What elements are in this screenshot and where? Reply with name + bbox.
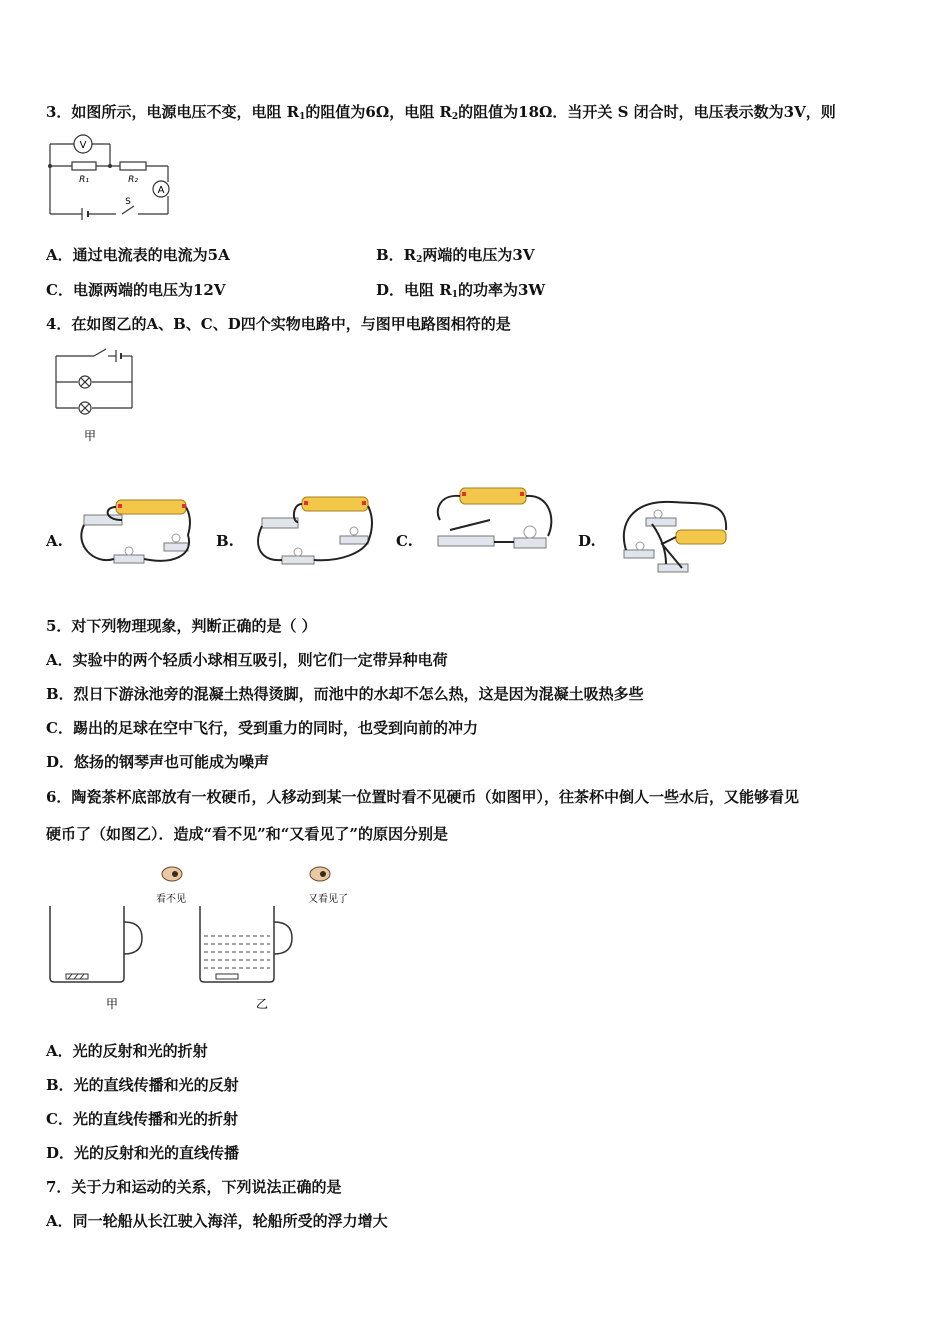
q7-option-a: A．同一轮船从长江驶入海洋，轮船所受的浮力增大: [46, 1212, 388, 1230]
q4-option-b-label: B.: [216, 532, 234, 550]
q3-option-d: [376, 280, 545, 305]
q3-stem-part2: 的阻值为6Ω，电阻 R: [305, 103, 452, 121]
q3-option-b-pre: B．R: [376, 246, 417, 264]
q3-sub-r2: 2: [451, 112, 459, 122]
q6-label-see-again: 又看见了: [308, 894, 348, 905]
q6-option-c: C．光的直线传播和光的折射: [46, 1110, 238, 1128]
q4-stem: 4．在如图乙的A、B、C、D四个实物电路中，与图甲电路图相符的是: [46, 315, 511, 333]
q3-stem-part1: 3．如图所示，电源电压不变，电阻 R: [46, 103, 300, 121]
q5-option-a: A．实验中的两个轻质小球相互吸引，则它们一定带异种电荷: [46, 651, 448, 669]
ammeter-symbol: A: [157, 185, 165, 196]
q3-option-a: A．通过电流表的电流为5A: [46, 246, 230, 264]
q4-figure-caption: 甲: [83, 429, 97, 443]
eye-icon: [162, 867, 182, 881]
q6-caption-jia: 甲: [105, 997, 119, 1011]
q3-option-b-post: 两端的电压为3V: [422, 246, 535, 264]
q5-option-b: B．烈日下游泳池旁的混凝土热得烫脚，而池中的水却不怎么热，这是因为混凝土吸热多些: [46, 685, 644, 703]
q3-option-d-sub: 1: [451, 290, 458, 300]
q3-option-b: [376, 245, 535, 270]
q3-option-c: C．电源两端的电压为12V: [46, 281, 226, 299]
q3-option-d-post: 的功率为3W: [457, 281, 546, 299]
q4-option-c-circuit: [430, 480, 560, 562]
q5-stem: 5．对下列物理现象，判断正确的是（ ）: [46, 617, 317, 635]
r1-label: R₁: [79, 175, 89, 185]
q6-caption-yi: 乙: [255, 997, 269, 1011]
q3-stem: [46, 102, 836, 127]
q4-option-c-label: C.: [396, 532, 413, 550]
q4-option-a-label: A.: [46, 532, 63, 550]
q5-option-d: D．悠扬的钢琴声也可能成为噪声: [46, 753, 270, 771]
q6-cup-figure: [44, 858, 364, 1018]
q6-option-b: B．光的直线传播和光的反射: [46, 1076, 239, 1094]
q3-circuit-diagram: [44, 132, 174, 222]
switch-label: S: [125, 197, 131, 207]
q6-stem-line2: 硬币了（如图乙）．造成“看不见”和“又看见了”的原因分别是: [46, 825, 449, 843]
q3-option-d-pre: D．电阻 R: [376, 281, 452, 299]
q4-option-a-circuit: [74, 495, 200, 575]
voltmeter-symbol: V: [79, 140, 87, 151]
q3-sub-r1: 1: [299, 112, 306, 122]
q4-option-d-circuit: [612, 494, 738, 578]
q6-label-cannot-see: 看不见: [156, 894, 186, 905]
q7-stem: 7．关于力和运动的关系，下列说法正确的是: [46, 1178, 342, 1196]
q4-option-d-label: D.: [578, 532, 596, 550]
q6-option-a: A．光的反射和光的折射: [46, 1042, 208, 1060]
q6-stem-line1: 6．陶瓷茶杯底部放有一枚硬币，人移动到某一位置时看不见硬币（如图甲），往茶杯中倒人一些水后，又能够看见: [46, 788, 799, 806]
q3-option-b-sub: 2: [416, 255, 423, 265]
q6-option-d: D．光的反射和光的直线传播: [46, 1144, 240, 1162]
q3-stem-part3: 的阻值为18Ω．当开关 S 闭合时，电压表示数为3V，则: [458, 103, 836, 121]
r2-label: R₂: [128, 175, 138, 185]
q4-figure-jia: [50, 344, 140, 448]
q4-option-b-circuit: [252, 492, 378, 574]
q5-option-c: C．踢出的足球在空中飞行，受到重力的同时，也受到向前的冲力: [46, 719, 478, 737]
eye-icon: [310, 867, 330, 881]
